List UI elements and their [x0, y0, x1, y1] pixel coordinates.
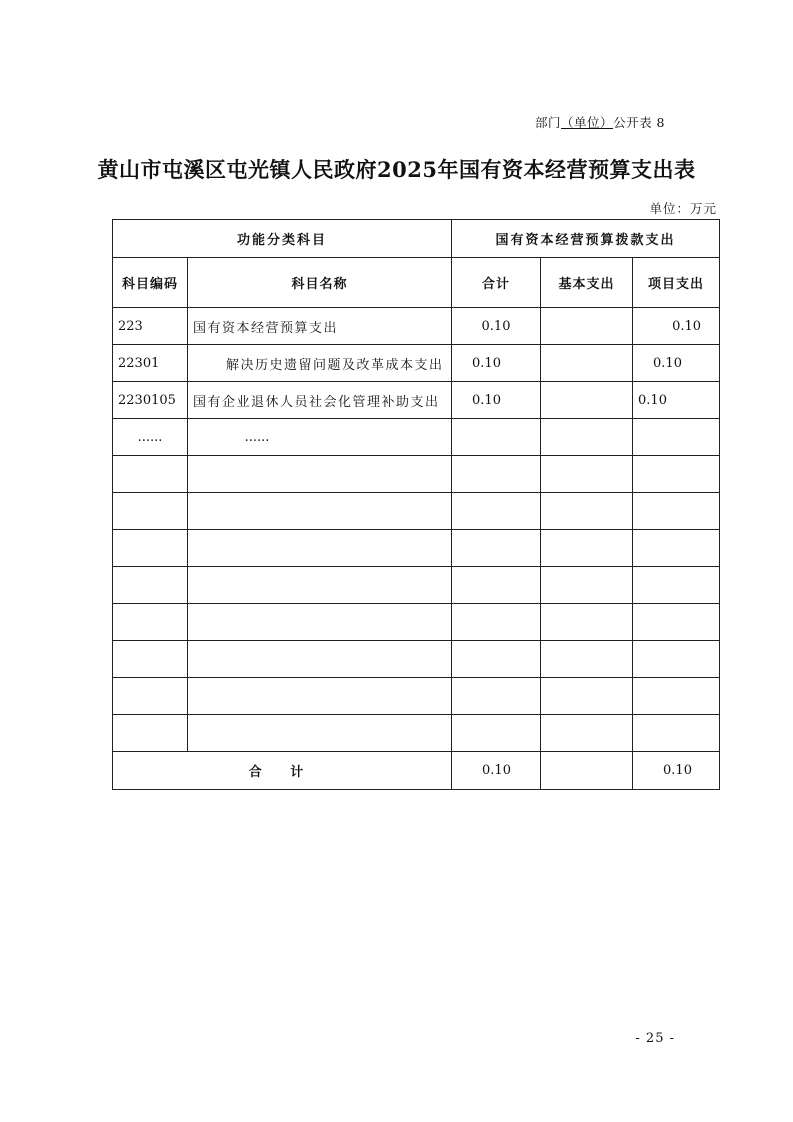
basic-column-header: 基本支出 — [541, 258, 633, 308]
total-row-project: 0.10 — [633, 752, 720, 790]
row-name: 国有企业退休人员社会化管理补助支出 — [188, 382, 452, 419]
row-name: 解决历史遗留问题及改革成本支出 — [188, 345, 452, 382]
row-name: ...... — [188, 419, 452, 456]
empty-table-row — [113, 493, 720, 530]
row-project: 0.10 — [633, 308, 720, 345]
form-label-unit: （单位） — [561, 115, 614, 130]
row-basic — [541, 345, 633, 382]
row-total: 0.10 — [452, 308, 541, 345]
row-code: 2230105 — [113, 382, 188, 419]
row-code: 223 — [113, 308, 188, 345]
row-total: 0.10 — [452, 382, 541, 419]
total-row-total: 0.10 — [452, 752, 541, 790]
row-project: 0.10 — [633, 382, 720, 419]
allocation-header: 国有资本经营预算拨款支出 — [452, 220, 720, 258]
total-row-basic — [541, 752, 633, 790]
form-label-prefix: 部门 — [535, 115, 562, 130]
table-column-header-row — [113, 258, 720, 308]
empty-table-row — [113, 530, 720, 567]
row-total: 0.10 — [452, 345, 541, 382]
form-label-suffix: 公开表 8 — [613, 115, 665, 130]
empty-table-row — [113, 604, 720, 641]
page-number: - 25 - — [635, 1031, 675, 1046]
classification-header: 功能分类科目 — [113, 220, 452, 258]
document-title: 黄山市屯溪区屯光镇人民政府2025年国有资本经营预算支出表 — [97, 157, 696, 182]
project-column-header: 项目支出 — [633, 258, 720, 308]
table-group-header-row — [113, 220, 720, 258]
table-row — [113, 308, 720, 345]
budget-table — [112, 219, 720, 790]
row-basic — [541, 308, 633, 345]
empty-table-row — [113, 456, 720, 493]
table-row — [113, 345, 720, 382]
total-row-label: 合 计 — [113, 752, 452, 790]
unit-label: 单位：万元 — [649, 201, 717, 216]
row-total — [452, 419, 541, 456]
row-project: 0.10 — [633, 345, 720, 382]
empty-table-row — [113, 641, 720, 678]
empty-table-row — [113, 567, 720, 604]
row-project — [633, 419, 720, 456]
table-row — [113, 419, 720, 456]
table-total-row — [113, 752, 720, 790]
empty-table-row — [113, 678, 720, 715]
row-code: 22301 — [113, 345, 188, 382]
row-basic — [541, 419, 633, 456]
table-row — [113, 382, 720, 419]
form-label — [535, 113, 665, 131]
row-name: 国有资本经营预算支出 — [188, 308, 452, 345]
name-column-header: 科目名称 — [188, 258, 452, 308]
empty-table-row — [113, 715, 720, 752]
row-code: ...... — [113, 419, 188, 456]
total-column-header: 合计 — [452, 258, 541, 308]
code-column-header: 科目编码 — [113, 258, 188, 308]
row-basic — [541, 382, 633, 419]
